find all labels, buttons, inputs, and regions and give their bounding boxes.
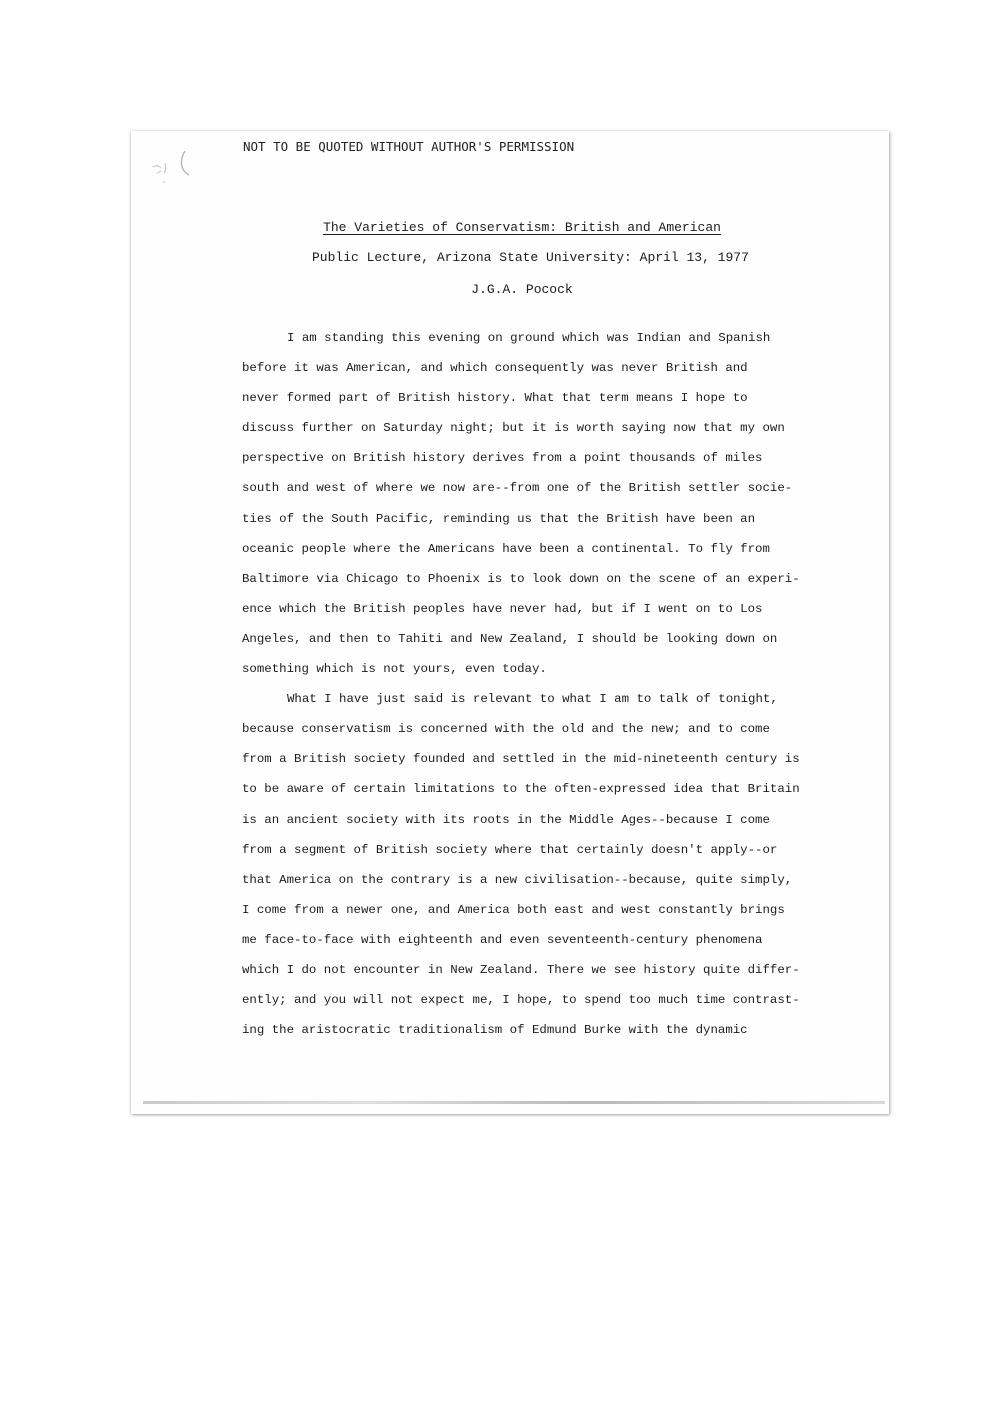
body-text [242,323,832,1045]
text-line: from a British society founded and settled in the mid-nineteenth century is [242,752,800,767]
text-line: discuss further on Saturday night; but it is worth saying now that my own [242,421,785,436]
document-author: J.G.A. Pocock [471,282,573,297]
scanned-page [131,131,889,1114]
text-line: something which is not yours, even today. [242,662,547,677]
permission-notice: NOT TO BE QUOTED WITHOUT AUTHOR'S PERMISSION [243,139,575,154]
text-line: Baltimore via Chicago to Phoenix is to look down on the scene of an experi- [242,571,800,586]
text-line: never formed part of British history. What that term means I hope to [242,391,748,406]
text-line: to be aware of certain limitations to the often-expressed idea that Britain [242,782,800,797]
text-line: ties of the South Pacific, reminding us that the British have been an [242,511,756,526]
text-line: is an ancient society with its roots in the Middle Ages--because I come [242,812,770,827]
text-line: I come from a newer one, and America both east and west constantly brings [242,902,785,917]
text-line: I am standing this evening on ground which was Indian and Spanish [287,331,771,345]
text-line: that America on the contrary is a new civilisation--because, quite simply, [242,872,793,887]
text-line: What I have just said is relevant to what I am to talk of tonight, [287,692,778,707]
staple-mark-icon [145,145,215,195]
text-line: oceanic people where the Americans have been a continental. To fly from [242,541,770,556]
text-line: perspective on British history derives from a point thousands of miles [242,451,763,466]
page-bottom-edge [143,1101,885,1104]
text-line: from a segment of British society where that certainly doesn't apply--or [242,842,778,857]
text-line: ently; and you will not expect me, I hope, to spend too much time contrast- [242,993,800,1008]
document-title: The Varieties of Conservatism: British and American [323,220,721,235]
text-line: ence which the British peoples have never had, but if I went on to Los [242,601,763,616]
text-line: south and west of where we now are--from one of the British settler socie- [242,481,793,496]
text-line: before it was American, and which consequently was never British and [242,361,748,376]
text-line: because conservatism is concerned with the old and the new; and to come [242,722,770,737]
text-line: ing the aristocratic traditionalism of Edmund Burke with the dynamic [242,1023,748,1038]
text-line: me face-to-face with eighteenth and even seventeenth-century phenomena [242,932,763,947]
text-line: which I do not encounter in New Zealand. There we see history quite differ- [242,962,800,977]
document-subtitle: Public Lecture, Arizona State University: April 13, 1977 [312,250,749,265]
text-line: Angeles, and then to Tahiti and New Zealand, I should be looking down on [242,631,778,646]
